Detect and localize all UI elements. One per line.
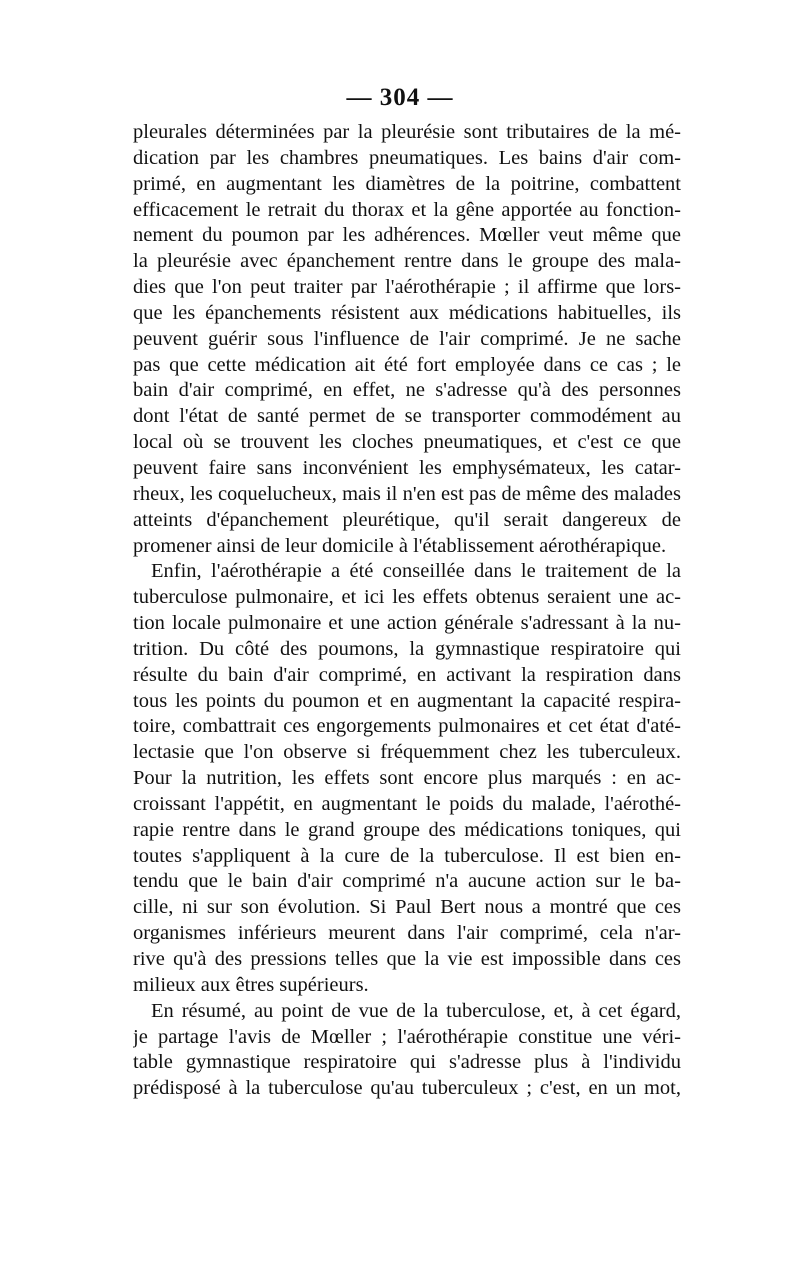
text-line: Pour la nutrition, les effets sont encore plus marqués : en ac- (133, 767, 681, 790)
text-line: pas que cette médication ait été fort employée dans ce cas ; le (133, 353, 681, 376)
text-line: que les épanchements résistent aux médications habituelles, ils (133, 301, 681, 324)
text-line: promener ainsi de leur domicile à l'établissement aérothérapique. (133, 534, 667, 557)
text-line: local où se trouvent les cloches pneumatiques, et c'est ce que (133, 431, 681, 454)
text-line: rapie rentre dans le grand groupe des médications toniques, qui (133, 818, 681, 841)
text-line: Enfin, l'aérothérapie a été conseillée dans le traitement de la (151, 560, 681, 583)
page-number: — 304 — (346, 84, 454, 111)
text-line: toire, combattrait ces engorgements pulmonaires et cet état d'até- (133, 715, 681, 738)
text-line: efficacement le retrait du thorax et la gêne apportée au fonction- (133, 198, 681, 221)
text-line: la pleurésie avec épanchement rentre dans le groupe des mala- (133, 250, 681, 273)
text-line: primé, en augmentant les diamètres de la poitrine, combattent (133, 172, 681, 195)
text-line: trition. Du côté des poumons, la gymnastique respiratoire qui (133, 637, 681, 660)
text-line: toutes s'appliquent à la cure de la tuberculose. Il est bien en- (133, 844, 681, 867)
text-line: organismes inférieurs meurent dans l'air comprimé, cela n'ar- (133, 922, 681, 945)
text-line: résulte du bain d'air comprimé, en activant la respiration dans (133, 663, 681, 686)
text-line: atteints d'épanchement pleurétique, qu'il serait dangereux de (133, 508, 681, 531)
text-line: table gymnastique respiratoire qui s'adresse plus à l'individu (133, 1051, 681, 1074)
text-line: croissant l'appétit, en augmentant le poids du malade, l'aérothé- (133, 792, 681, 815)
text-line: En résumé, au point de vue de la tuberculose, et, à cet égard, (151, 999, 681, 1022)
text-line: milieux aux êtres supérieurs. (133, 973, 369, 996)
text-line: peuvent faire sans inconvénient les emphysémateux, les catar- (133, 456, 681, 479)
text-line: rheux, les coquelucheux, mais il n'en est pas de même des malades (133, 482, 681, 505)
text-line: cille, ni sur son évolution. Si Paul Bert nous a montré que ces (133, 896, 681, 919)
text-line: bain d'air comprimé, en effet, ne s'adresse qu'à des personnes (133, 379, 681, 402)
text-line: dont l'état de santé permet de se transporter commodément au (133, 405, 681, 428)
text-line: pleurales déterminées par la pleurésie sont tributaires de la mé- (133, 121, 681, 143)
text-line: prédisposé à la tuberculose qu'au tuberculeux ; c'est, en un mot, (133, 1077, 681, 1100)
text-line: lectasie que l'on observe si fréquemment chez les tuberculeux. (133, 741, 681, 764)
text-line: peuvent guérir sous l'influence de l'air comprimé. Je ne sache (133, 327, 681, 350)
text-line: dies que l'on peut traiter par l'aérothérapie ; il affirme que lors- (133, 276, 681, 299)
text-line: je partage l'avis de Mœller ; l'aérothérapie constitue une véri- (133, 1025, 681, 1048)
text-line: tion locale pulmonaire et une action générale s'adressant à la nu- (133, 612, 681, 635)
text-line: dication par les chambres pneumatiques. Les bains d'air com- (133, 146, 681, 169)
text-line: tendu que le bain d'air comprimé n'a aucune action sur le ba- (133, 870, 681, 893)
body-text (133, 120, 681, 1102)
text-line: tuberculose pulmonaire, et ici les effets obtenus seraient une ac- (133, 586, 681, 609)
text-line: nement du poumon par les adhérences. Mœller veut même que (133, 224, 681, 247)
text-line: rive qu'à des pressions telles que la vie est impossible dans ces (133, 948, 681, 970)
text-line: tous les points du poumon et en augmentant la capacité respira- (133, 689, 681, 712)
